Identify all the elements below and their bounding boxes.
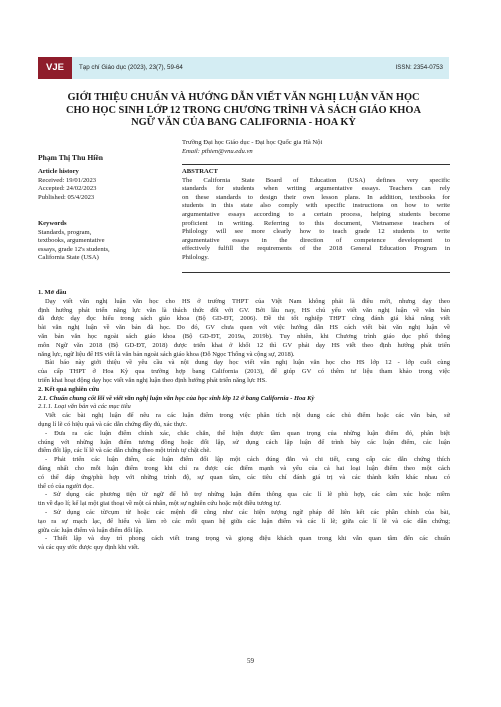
abstract-line: argumentative essays in the direction of competence development to — [182, 236, 450, 244]
body-line: - Thiết lập và duy trì phong cách viết trang trọng và giọng điệu khách quan trong khi vẫn quan tâm đến các chuẩn — [45, 535, 450, 543]
body-line: năng lực, ngữ liệu để HS viết là văn bản ngoài sách giáo khoa (Đỗ Ngọc Thống và cộng sự, 2018). — [38, 350, 295, 358]
body-line: giữa các luận điểm và luận điểm đối lập. — [38, 526, 144, 534]
journal-logo: VJE — [38, 57, 72, 79]
abstract-line: Philology will see more clearly how to teach grade 12 students to write — [182, 228, 450, 236]
body-line: điểm đối lập, các lí lẽ và các dẫn chứng theo một trình tự chặt chẽ. — [38, 447, 211, 455]
abstract-line: students in this state also comply with specific instructions on how to write — [182, 202, 450, 210]
abstract-line: proficient in writing. Referring to this document, Vietnamese teachers of — [182, 219, 450, 227]
keywords-line: California State (USA) — [38, 254, 99, 262]
history-received: Received: 19/01/2023 — [38, 176, 97, 184]
abstract-line: Philology. — [182, 253, 209, 261]
body-line: Dạy viết văn nghị luận văn học cho HS ở trường THPT của Việt Nam không phải là điều mới, nhưng dạy theo — [45, 297, 450, 305]
body-line: - Phát triển các luận điểm, các luận điểm đối lập một cách đúng đắn và chi tiết, cung cấp các dẫn chứng thích — [45, 456, 450, 464]
body-line: Viết các bài nghị luận để nêu ra các luận điểm trong việc phân tích nội dung các chủ điểm hoặc các văn bản, sử — [45, 412, 450, 420]
body-line: triển khai hoạt động dạy học viết văn nghị luận theo định hướng phát triển năng lực HS. — [38, 376, 267, 384]
abstract-line: on these standards to design their own lesson plans. In addition, textbooks for — [182, 193, 450, 201]
abstract-heading: ABSTRACT — [182, 168, 218, 175]
body-line: đã được dạy đọc hiểu trong sách giáo khoa (Bộ GD-ĐT, 2006). Đề thi tốt nghiệp THPT cũng đánh giá khả năng viết — [38, 315, 450, 323]
title-line: CHO HỌC SINH LỚP 12 TRONG CHƯƠNG TRÌNH VÀ SÁCH GIÁO KHOA — [66, 104, 421, 116]
history-accepted: Accepted: 24/02/2023 — [38, 185, 97, 193]
section-heading: 1. Mở đầu — [38, 289, 67, 296]
body-line: - Đưa ra các luận điểm chính xác, chắc chắn, thể hiện được tầm quan trọng của những luận điểm đó, phân biệt — [45, 429, 450, 437]
title-line: NGỮ VĂN CỦA BANG CALIFORNIA - HOA KỲ — [131, 117, 356, 128]
abstract-line: argumentative essays according to a certain process, helping students become — [182, 210, 450, 218]
title-line: GIỚI THIỆU CHUẨN VÀ HƯỚNG DẪN VIẾT VĂN NGHỊ LUẬN VĂN HỌC — [67, 92, 420, 103]
subsection-heading: 2.1. Chuẩn chung cốt lõi về viết văn nghị luận văn học của học sinh lớp 12 ở bang California - Hoa Kỳ — [38, 394, 315, 402]
body-line: của cấp THPT ở Hoa Kỳ qua trường hợp bang California (2013), để giúp GV có thêm tư liệu tham khảo trong việc — [38, 368, 450, 376]
affiliation-org: Trường Đại học Giáo dục - Đại học Quốc gia Hà Nội — [182, 139, 323, 146]
body-line: có thể đáp ứng/phù hợp với những trình độ, sự quan tâm, các tiêu chí đánh giá trị và các thành kiến khác nhau có — [38, 473, 450, 481]
abstract-block — [182, 168, 450, 263]
history-heading: Article history — [38, 168, 79, 175]
page-number: 59 — [247, 657, 254, 665]
section-heading: 2. Kết quả nghiên cứu — [38, 385, 100, 393]
keywords-line: essays, grade 12's students, — [38, 245, 110, 253]
body-line: văn bản văn học ngoài sách giáo khoa (Bộ GD-ĐT, 2019a, 2019b). Tuy nhiên, khi Chương trình giáo dục phổ thông — [38, 332, 450, 340]
author-name: Phạm Thị Thu Hiền — [38, 153, 103, 162]
body-line: và các quy ước được quy định khi viết. — [38, 544, 140, 552]
body-line: thể có của người đọc. — [38, 482, 94, 490]
article-title — [38, 92, 449, 130]
body-line: tạo ra sự mạch lạc, để hiểu và làm rõ các mối quan hệ giữa các luận điểm và các lí lẽ; giữa các lí lẽ và các dẫn chứng; — [38, 517, 450, 525]
abstract-top-rule — [182, 164, 450, 165]
subsubsection-heading: 2.1.1. Loại văn bản và các mục tiêu — [38, 403, 131, 411]
abstract-bottom-rule — [182, 272, 450, 273]
body-line: - Sử dụng các từ/cụm từ hoặc các mệnh đề cũng như các hiện tượng ngữ pháp để liên kết các phần chính của bài, — [45, 508, 450, 516]
abstract-line: The California State Board of Education (USA) defines very specific — [182, 176, 450, 184]
body-line: - Sử dụng các phương tiện từ ngữ để hỗ trợ những luận điểm thông qua các lí lẽ phù hợp, các câm xúc hoặc niềm — [45, 491, 450, 499]
body-line: bài văn nghị luận về văn bản đã học. Do đó, GV chưa quen với việc hướng dẫn HS cách viết bài văn nghị luận về — [38, 324, 450, 332]
body-line: đáng nhất cho mỗi luận điểm trong khi chỉ ra được các điểm mạnh và yếu của cả hai loại luận điểm theo một cách — [38, 464, 450, 472]
abstract-line: standards for students when writing argumentative essays. Teachers can rely — [182, 185, 450, 193]
keywords-block — [38, 220, 163, 263]
history-published: Published: 05/4/2023 — [38, 193, 95, 201]
keywords-heading: Keywords — [38, 220, 67, 227]
keywords-line: textbooks, argumentative — [38, 237, 105, 245]
article-history — [38, 168, 170, 202]
body-line: môn Ngữ văn 2018 (Bộ GD-ĐT, 2018) được triển khai ở khối 12 thì GV phải dạy HS viết theo định hướng phát triển — [38, 341, 450, 349]
body-line: Bài báo này giới thiệu về yêu cầu và nội dung dạy học viết văn nghị luận văn học cho HS lớp 12 - lớp cuối cùng — [45, 359, 450, 367]
journal-header-bar — [38, 57, 449, 79]
journal-issn: ISSN: 2354-0753 — [395, 64, 443, 71]
keywords-line: Standards, program, — [38, 228, 92, 236]
body-line: chúng với những luận điểm tương đồng hoặc đối lập, sử dụng cách lập luận để trình bày các luận điểm, các luận — [38, 438, 450, 446]
article-body — [38, 289, 450, 553]
journal-citation: Tạp chí Giáo dục (2023), 23(7), 59-64 — [79, 64, 183, 71]
abstract-line: effectively fulfill the requirements of the 2018 General Education Program in — [182, 245, 450, 253]
body-line: định hướng phát triển năng lực văn là thách thức đối với GV. Bởi lâu nay, HS chủ yếu viết văn nghị luận về văn bản — [38, 306, 450, 314]
body-line: dụng lí lẽ có hiệu quả và các dẫn chứng đầy đủ, xác thực. — [38, 420, 188, 428]
body-line: tin về đạo lí; kể lại một giai thoại về một cá nhân, một sự nghiên cứu hoặc một điều tương tự. — [38, 500, 281, 508]
author-affiliation — [182, 138, 322, 157]
author-email: Email: pthien@vnu.edu.vn — [182, 148, 253, 156]
